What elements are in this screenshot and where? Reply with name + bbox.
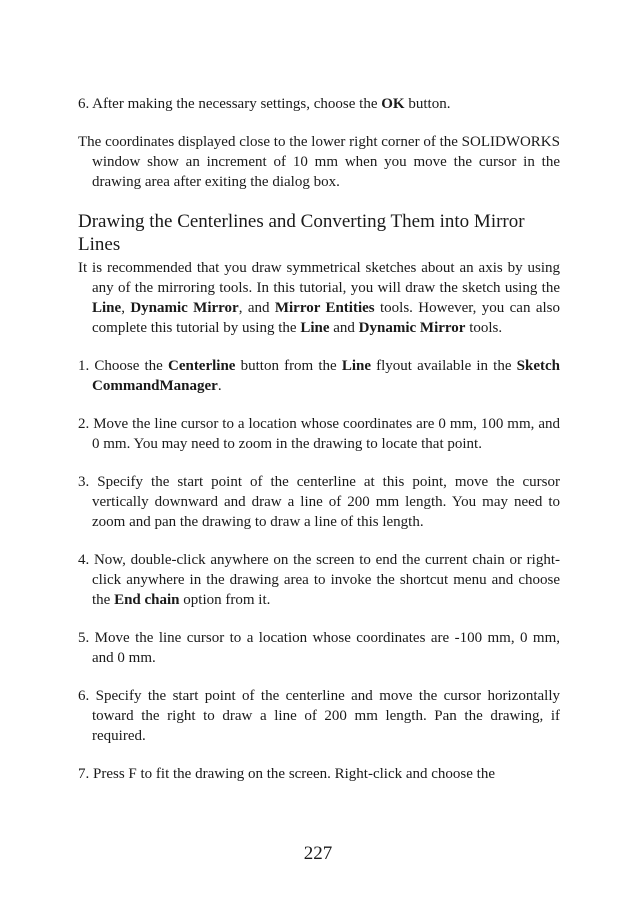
step-1: 1. Choose the Centerline button from the Line flyout available in the Sketch CommandManager. [78,358,560,394]
step-4: 4. Now, double-click anywhere on the screen to end the current chain or right-click anywhere in the drawing area to invoke the shortcut menu and choose the End chain option from it. [78,552,560,608]
step-7: 7. Press F to fit the drawing on the screen. Right-click and choose the [78,766,495,782]
coordinates-paragraph: The coordinates displayed close to the lower right corner of the SOLIDWORKS window show an increment of 10 mm when you move the cursor in the drawing area after exiting the dialog box. [78,134,560,190]
step-6: 6. Specify the start point of the centerline and move the cursor horizontally toward the right to draw a line of 200 mm length. Pan the drawing, if required. [78,688,560,744]
page-number: 227 [303,843,333,864]
intro-paragraph: It is recommended that you draw symmetrical sketches about an axis by using any of the mirroring tools. In this tutorial, you will draw the sketch using the Line, Dynamic Mirror, and Mirror Entities tools. However, you can also complete this tutorial by using the Line and Dynamic Mirror tools. [78,260,560,336]
ok-button-ref: OK [381,96,405,112]
step-2: 2. Move the line cursor to a location whose coordinates are 0 mm, 100 mm, and 0 mm. You may need to zoom in the drawing to locate that point. [78,416,560,452]
page-content [78,94,560,802]
section-heading: Drawing the Centerlines and Converting Them into Mirror Lines [78,211,525,255]
step6-ok-paragraph: 6. After making the necessary settings, choose the OK button. [78,96,451,112]
step-3: 3. Specify the start point of the centerline at this point, move the cursor vertically downward and draw a line of 200 mm length. You may need to zoom and pan the drawing to draw a line of this length. [78,474,560,530]
step-5: 5. Move the line cursor to a location whose coordinates are -100 mm, 0 mm, and 0 mm. [78,630,560,666]
